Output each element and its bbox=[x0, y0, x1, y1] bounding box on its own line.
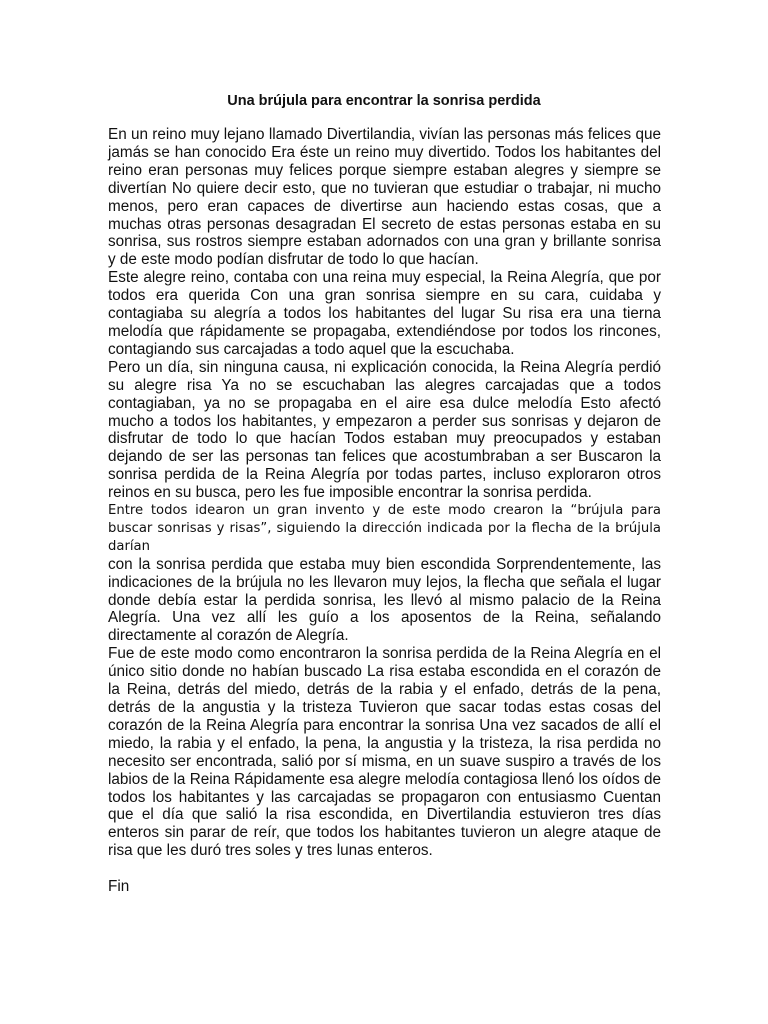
paragraph-1: En un reino muy lejano llamado Divertilandia, vivían las personas más felices que jamás se han conocido Era éste un reino muy divertido. Todos los habitantes del reino eran personas muy felices porque siempre estaban alegres y siempre se divertían No quiere decir esto, que no tuvieran que estudiar o trabajar, ni mucho menos, pero eran capaces de divertirse aun haciendo estas cosas, que a muchas otras personas desagradan El secreto de estas personas estaba en su sonrisa, sus rostros siempre estaban adornados con una gran y brillante sonrisa y de este modo podían disfrutar de todo lo que hacían. bbox=[108, 126, 661, 269]
paragraph-5: Fue de este modo como encontraron la sonrisa perdida de la Reina Alegría en el único sitio donde no habían buscado La risa estaba escondida en el corazón de la Reina, detrás del miedo, detrás de la rabia y el enfado, detrás de la pena, detrás de la angustia y la tristeza Tuvieron que sacar todas estas cosas del corazón de la Reina Alegría para encontrar la sonrisa Una vez sacados de allí el miedo, la rabia y el enfado, la pena, la angustia y la tristeza, la risa perdida no necesito ser encontrada, salió por sí misma, en un suave suspiro a través de los labios de la Reina Rápidamente esa alegre melodía contagiosa llenó los oídos de todos los habitantes y las carcajadas se propagaron con entusiasmo Cuentan que el día que salió la risa escondida, en Divertilandia estuvieron tres días enteros sin parar de reír, que todos los habitantes tuvieron un alegre ataque de risa que les duró tres soles y tres lunas enteros. bbox=[108, 645, 661, 860]
document-title: Una brújula para encontrar la sonrisa perdida bbox=[227, 93, 541, 109]
ending-text: Fin bbox=[108, 878, 130, 896]
paragraph-3: Pero un día, sin ninguna causa, ni explicación conocida, la Reina Alegría perdió su alegre risa Ya no se escuchaban las alegres carcajadas que a todos contagiaban, ya no se propagaba en el aire esa dulce melodía Esto afectó mucho a todos los habitantes, y empezaron a perder sus sonrisas y dejaron de disfrutar de todo lo que hacían Todos estaban muy preocupados y estaban dejando de ser las personas tan felices que acostumbraban a ser Buscaron la sonrisa perdida de la Reina Alegría por todas partes, incluso exploraron otros reinos en su busca, pero les fue imposible encontrar la sonrisa perdida. bbox=[108, 358, 661, 502]
blank-line bbox=[108, 860, 661, 878]
document-body bbox=[108, 126, 661, 896]
paragraph-4-continuation: con la sonrisa perdida que estaba muy bien escondida Sorprendentemente, las indicaciones de la brújula no les llevaron muy lejos, la flecha que señala el lugar donde debía estar la perdida sonrisa, les llevó al mismo palacio de la Reina Alegría. Una vez allí les guío a los aposentos de la Reina, señalando directamente al corazón de Alegría. bbox=[108, 555, 661, 645]
paragraph-2: Este alegre reino, contaba con una reina muy especial, la Reina Alegría, que por todos era querida Con una gran sonrisa siempre en su cara, cuidaba y contagiaba su alegría a todos los habitantes del lugar Su risa era una tierna melodía que rápidamente se propagaba, extendiéndose por todos los rincones, contagiando sus carcajadas a todo aquel que la escuchaba. bbox=[108, 269, 661, 358]
paragraph-4-intro: Entre todos idearon un gran invento y de este modo crearon la “brújula para buscar sonrisas y risas”, siguiendo la dirección indicada por la flecha de la brújula darían bbox=[108, 503, 661, 554]
